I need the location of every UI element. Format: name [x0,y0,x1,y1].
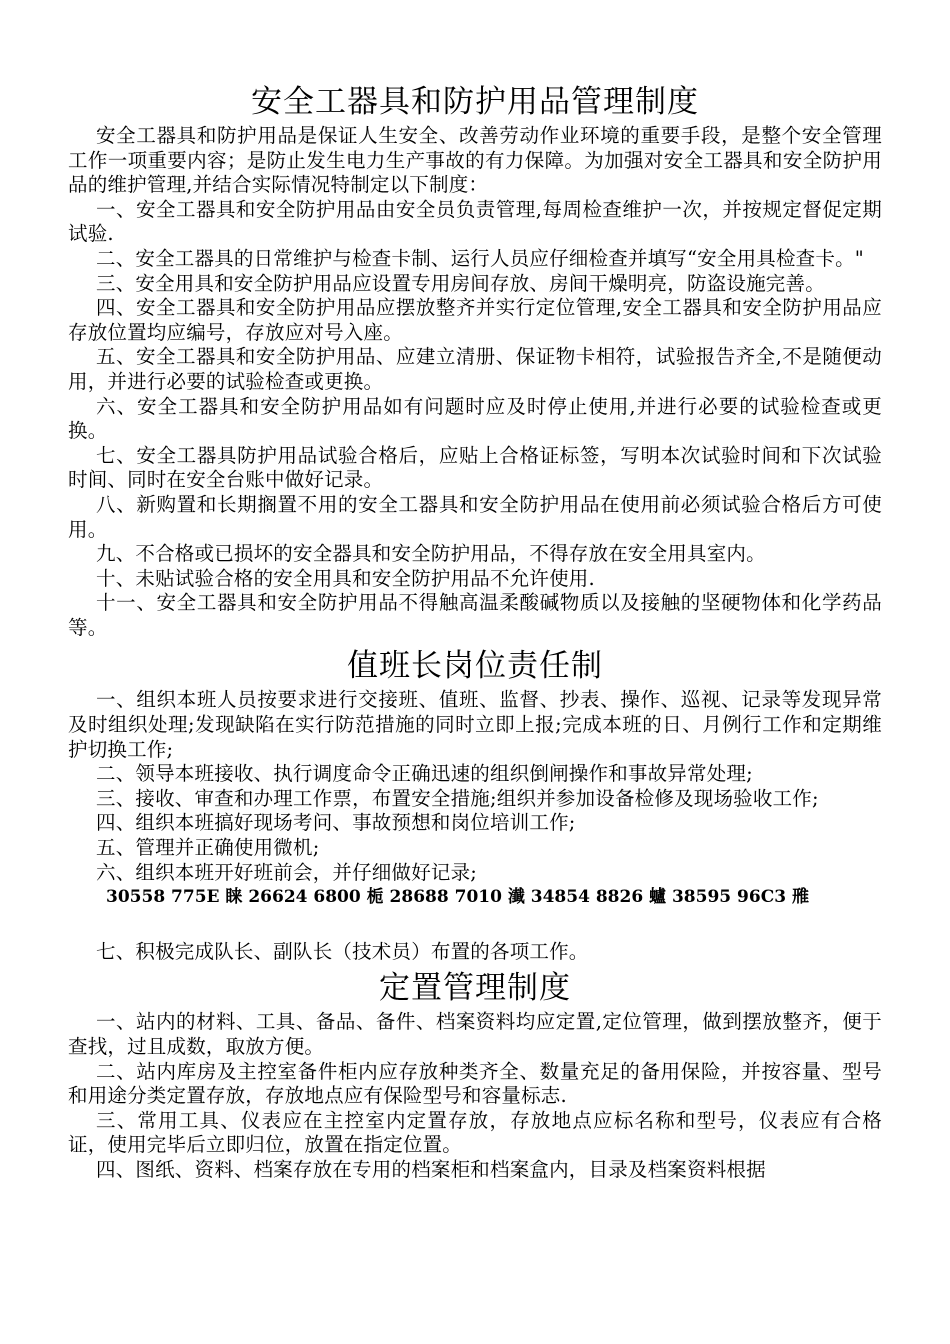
unicode-code-line: 30558 775E 睐 26624 6800 栀 28688 7010 瀐 34854 8826 蠦 38595 96C3 雃 [106,887,809,908]
section-body-placement-management [68,1010,882,1182]
paragraph: 五、安全工器具和安全防护用品、应建立清册、保证物卡相符，试验报告齐全,不是随便动用，并进行必要的试验检查或更换。 [68,345,882,393]
paragraph: 四、图纸、资料、档案存放在专用的档案柜和档案盒内，目录及档案资料根据 [96,1157,766,1181]
paragraph: 六、组织本班开好班前会，并仔细做好记录; [96,860,478,884]
paragraph: 九、不合格或已损坏的安全器具和安全防护用品，不得存放在安全用具室内。 [96,542,766,566]
paragraph: 二、安全工器具的日常维护与检查卡制、运行人员应仔细检查并填写“安全用具检查卡。" [96,246,864,270]
paragraph: 二、站内库房及主控室备件柜内应存放种类齐全、数量充足的备用保险，并按容量、型号和用途分类定置存放，存放地点应有保险型号和容量标志. [68,1059,882,1108]
paragraph: 八、新购置和长期搁置不用的安全工器具和安全防护用品在使用前必须试验合格后方可使用。 [68,492,882,541]
paragraph: 一、站内的材料、工具、备品、备件、档案资料均应定置,定位管理，做到摆放整齐，便于查找，过且成数，取放方便。 [68,1010,882,1058]
paragraph: 一、安全工器具和安全防护用品由安全员负责管理,每周检查维护一次，并按规定督促定期试验. [68,197,882,246]
paragraph: 三、接收、审查和办理工作票，布置安全措施;组织并参加设备检修及现场验收工作; [96,786,819,810]
paragraph: 一、组织本班人员按要求进行交接班、值班、监督、抄表、操作、巡视、记录等发现异常及时组织处理;发现缺陷在实行防范措施的同时立即上报;完成本班的日、月例行工作和定期维护切换工作; [68,688,882,761]
paragraph: 六、安全工器具和安全防护用品如有问题时应及时停止使用,并进行必要的试验检查或更换。 [68,394,882,443]
section-body-shift-leader [68,688,882,964]
paragraph: 七、积极完成队长、副队长（技术员）布置的各项工作。 [96,939,589,963]
paragraph: 五、管理并正确使用微机; [96,836,320,860]
paragraph: 三、常用工具、仪表应在主控室内定置存放，存放地点应标名称和型号，仪表应有合格证，使用完毕后立即归位，放置在指定位置。 [68,1108,882,1157]
paragraph: 四、组织本班搞好现场考问、事故预想和岗位培训工作; [96,811,576,835]
section-body-safety-tools [68,124,882,640]
paragraph: 十一、安全工器具和安全防护用品不得触高温柔酸碱物质以及接触的坚硬物体和化学药品等。 [68,591,882,639]
paragraph: 三、安全用具和安全防护用品应设置专用房间存放、房间干燥明亮，防盗设施完善。 [96,271,825,295]
section-title-placement-management: 定置管理制度 [379,970,571,1007]
paragraph: 安全工器具和防护用品是保证人生安全、改善劳动作业环境的重要手段，是整个安全管理工作一项重要内容；是防止发生电力生产事故的有力保障。为加强对安全工器具和安全防护用品的维护管理,并结合实际情况特制定以下制度： [68,124,882,197]
section-title-shift-leader: 值班长岗位责任制 [347,648,603,685]
paragraph: 二、领导本班接收、执行调度命令正确迅速的组织倒闸操作和事故异常处理; [96,762,753,786]
document-page [68,80,882,1183]
paragraph: 四、安全工器具和安全防护用品应摆放整齐并实行定位管理,安全工器具和安全防护用品应存放位置均应编号，存放应对号入座。 [68,296,882,344]
section-title-safety-tools: 安全工器具和防护用品管理制度 [251,84,699,120]
paragraph: 十、未贴试验合格的安全用具和安全防护用品不允许使用. [96,566,595,590]
paragraph: 七、安全工器具防护用品试验合格后，应贴上合格证标签，写明本次试验时间和下次试验时间、同时在安全台账中做好记录。 [68,443,882,492]
